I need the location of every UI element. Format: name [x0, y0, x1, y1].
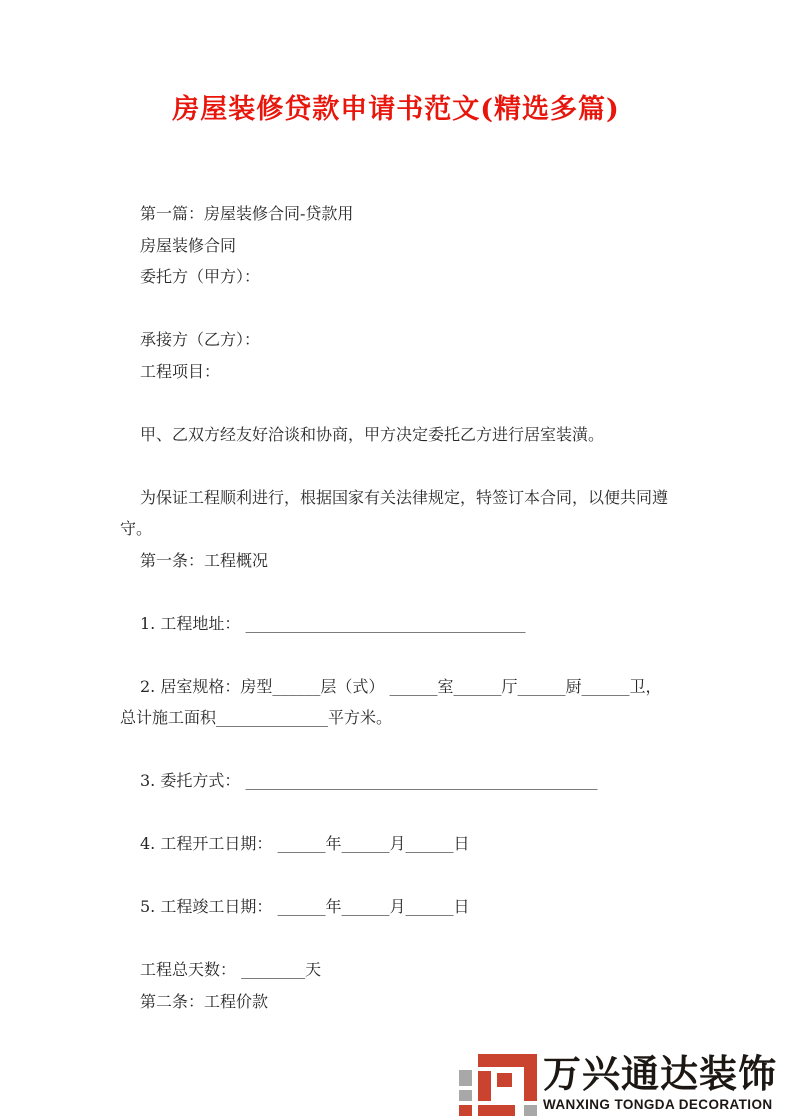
line-start-date: 4. 工程开工日期： ______年______月______日	[140, 834, 470, 853]
logo-block	[524, 1105, 537, 1116]
line-entrust-method: 3. 委托方式： ____________________________________________	[140, 771, 598, 790]
line-project-address: 1. 工程地址： ___________________________________	[140, 613, 526, 633]
logo-block	[459, 1105, 472, 1116]
document-title: 房屋装修贷款申请书范文(精选多篇)	[172, 94, 620, 125]
line-part-one-heading: 第一篇：房屋装修合同-贷款用	[140, 204, 354, 223]
line-project-item: 工程项目：	[140, 361, 221, 381]
line-contract-title: 房屋装修合同	[140, 235, 237, 255]
line-intro-paragraph: 甲、乙双方经友好洽谈和协商，甲方决定委托乙方进行居室装潢。	[140, 424, 605, 444]
logo-block	[524, 1054, 537, 1101]
logo-block	[497, 1073, 512, 1087]
logo-block	[459, 1090, 472, 1101]
document-body	[0, 198, 676, 1017]
line-purpose-paragraph: 为保证工程顺利进行，根据国家有关法律规定，特签订本合同，以便共同遵守。	[120, 487, 669, 538]
wanxing-logo	[457, 1044, 777, 1118]
logo-company-name-cn: 万兴通达装饰	[543, 1054, 778, 1096]
line-party-b: 承接方（乙方）：	[140, 330, 261, 349]
logo-text	[543, 1054, 777, 1112]
line-clause-1-heading: 第一条：工程概况	[140, 550, 269, 570]
line-room-spec: 2. 居室规格：房型______层（式） ______室______厅______厨______卫，总计施工面积______________平方米。	[120, 676, 662, 727]
logo-block	[478, 1071, 491, 1101]
logo-block	[478, 1105, 515, 1116]
line-clause-2-heading: 第二条：工程价款	[140, 991, 269, 1011]
line-completion-date: 5. 工程竣工日期： ______年______月______日	[140, 897, 470, 916]
line-total-days: 工程总天数： ________天	[140, 960, 322, 979]
wanxing-logo-icon	[457, 1044, 537, 1118]
logo-company-name-en: WANXING TONGDA DECORATION	[543, 1097, 773, 1112]
logo-block	[459, 1070, 472, 1086]
line-party-a: 委托方（甲方）：	[140, 267, 261, 286]
